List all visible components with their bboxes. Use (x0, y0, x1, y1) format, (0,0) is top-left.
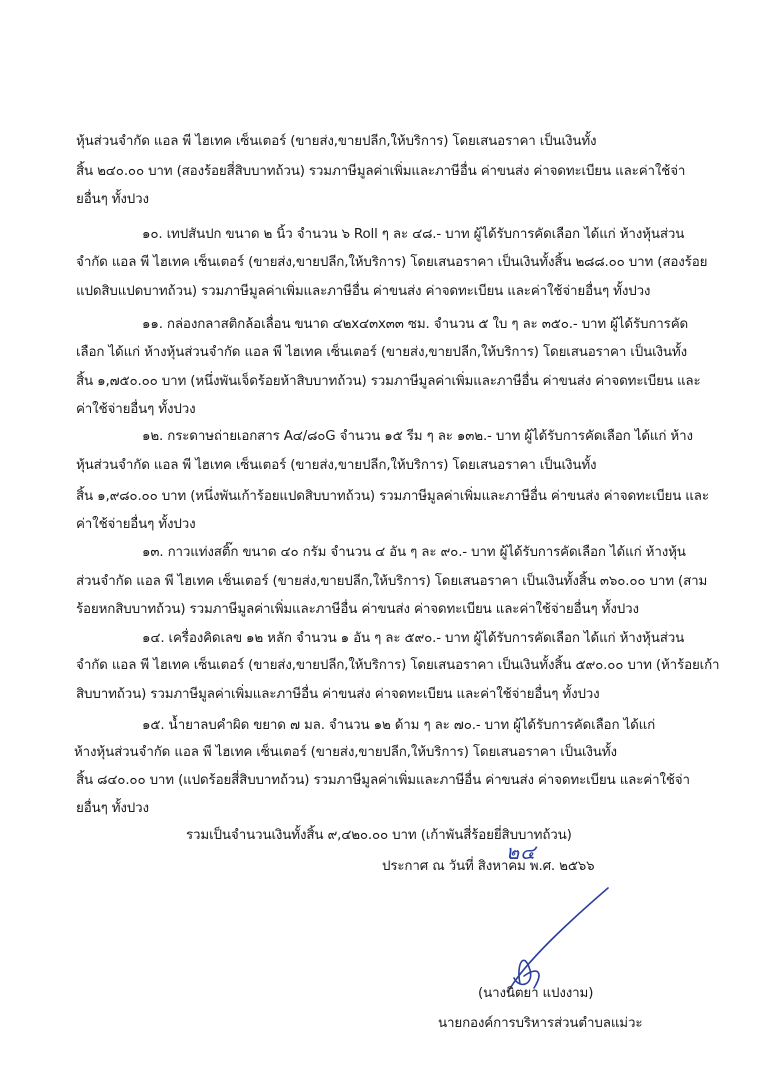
doc-line: ห้างหุ้นส่วนจำกัด แอล พี ไฮเทค เซ็นเตอร์ (ขายส่ง,ขายปลีก,ให้บริการ) โดยเสนอราคา เป็นเงินทั้ง (74, 745, 617, 760)
doc-line: ๑๕. น้ำยาลบคำผิด ขยาด ๗ มล. จำนวน ๑๒ ด้าม ๆ ละ ๗๐.- บาท ผู้ได้รับการคัดเลือก ได้แก่ (142, 718, 656, 733)
doc-line: ๑๑. กล่องกลาสติกล้อเลื่อน ขนาด ๔๒x๔๓x๓๓ ซม. จำนวน ๕ ใบ ๆ ละ ๓๕๐.- บาท ผู้ได้รับการคัด (142, 317, 689, 332)
doc-line: ส่วนจำกัด แอล พี ไฮเทค เซ็นเตอร์ (ขายส่ง,ขายปลีก,ให้บริการ) โดยเสนอราคา เป็นเงินทั้งสิ้น ๓๖๐.๐๐ บาท (สาม (76, 574, 708, 589)
doc-line: หุ้นส่วนจำกัด แอล พี ไฮเทค เซ็นเตอร์ (ขายส่ง,ขายปลีก,ให้บริการ) โดยเสนอราคา เป็นเงินทั้ง (76, 458, 597, 473)
doc-line: ค่าใช้จ่ายอื่นๆ ทั้งปวง (76, 402, 196, 417)
doc-line: จำกัด แอล พี ไฮเทค เซ็นเตอร์ (ขายส่ง,ขายปลีก,ให้บริการ) โดยเสนอราคา เป็นเงินทั้งสิ้น ๒๘๘.๐๐ บาท (สองร้อย (76, 255, 708, 270)
doc-line: ค่าใช้จ่ายอื่นๆ ทั้งปวง (76, 517, 196, 532)
doc-line: แปดสิบแปดบาทถ้วน) รวมภาษีมูลค่าเพิ่มและภาษีอื่น ค่าขนส่ง ค่าจดทะเบียน และค่าใช้จ่ายอื่นๆ ทั้งปวง (76, 284, 651, 299)
signer-title: นายกองค์การบริหารส่วนตำบลแม่วะ (438, 1016, 643, 1031)
doc-line: จำกัด แอล พี ไฮเทค เซ็นเตอร์ (ขายส่ง,ขายปลีก,ให้บริการ) โดยเสนอราคา เป็นเงินทั้งสิ้น ๕๙๐.๐๐ บาท (ห้าร้อยเก้า (76, 658, 720, 673)
doc-line: ยอื่นๆ ทั้งปวง (76, 192, 149, 207)
doc-line: หุ้นส่วนจำกัด แอล พี ไฮเทค เซ็นเตอร์ (ขายส่ง,ขายปลีก,ให้บริการ) โดยเสนอราคา เป็นเงินทั้ง (76, 134, 597, 149)
doc-line: สิ้น ๘๔๐.๐๐ บาท (แปดร้อยสี่สิบบาทถ้วน) รวมภาษีมูลค่าเพิ่มและภาษีอื่น ค่าขนส่ง ค่าจดทะเบียน และค่าใช้จ่า (76, 773, 690, 788)
signer-name: (นางนิตยา แปงงาม) (478, 986, 594, 1001)
total-line: รวมเป็นจำนวนเงินทั้งสิ้น ๙,๔๒๐.๐๐ บาท (เก้าพันสี่ร้อยยี่สิบบาทถ้วน) (186, 828, 572, 843)
doc-line: สิ้น ๑,๙๘๐.๐๐ บาท (หนึ่งพันเก้าร้อยแปดสิบบาทถ้วน) รวมภาษีมูลค่าเพิ่มและภาษีอื่น ค่าขนส่ง ค่าจดทะเบียน และ (76, 489, 709, 504)
doc-line: ร้อยหกสิบบาทถ้วน) รวมภาษีมูลค่าเพิ่มและภาษีอื่น ค่าขนส่ง ค่าจดทะเบียน และค่าใช้จ่ายอื่นๆ ทั้งปวง (76, 602, 639, 617)
doc-line: สิ้น ๑,๗๕๐.๐๐ บาท (หนึ่งพันเจ็ดร้อยห้าสิบบาทถ้วน) รวมภาษีมูลค่าเพิ่มและภาษีอื่น ค่าขนส่ง ค่าจดทะเบียน และ (76, 374, 701, 389)
doc-line: ๑๐. เทปสันปก ขนาด ๒ นิ้ว จำนวน ๖ Roll ๆ ละ ๔๘.- บาท ผู้ได้รับการคัดเลือก ได้แก่ ห้างหุ้นส่วน (142, 227, 685, 242)
doc-line: เลือก ได้แก่ ห้างหุ้นส่วนจำกัด แอล พี ไฮเทค เซ็นเตอร์ (ขายส่ง,ขายปลีก,ให้บริการ) โดยเสนอราคา เป็นเงินทั้ง (76, 345, 687, 360)
doc-line: ๑๔. เครื่องคิดเลข ๑๒ หลัก จำนวน ๑ อัน ๆ ละ ๕๙๐.- บาท ผู้ได้รับการคัดเลือก ได้แก่ ห้างหุ้นส่วน (142, 631, 685, 646)
doc-line: ๑๓. กาวแท่งสติ๊ก ขนาด ๔๐ กรัม จำนวน ๔ อัน ๆ ละ ๙๐.- บาท ผู้ได้รับการคัดเลือก ได้แก่ ห้างหุ้น (142, 545, 686, 560)
announce-date-line: ประกาศ ณ วันที่ สิงหาคม พ.ศ. ๒๕๖๖ (382, 859, 595, 874)
doc-line: ยอื่นๆ ทั้งปวง (76, 801, 149, 816)
doc-line: ๑๒. กระดาษถ่ายเอกสาร A๔/๘๐G จำนวน ๑๕ รีม ๆ ละ ๑๓๒.- บาท ผู้ได้รับการคัดเลือก ได้แก่ ห้าง (142, 429, 693, 444)
doc-line: สิ้น ๒๔๐.๐๐ บาท (สองร้อยสี่สิบบาทถ้วน) รวมภาษีมูลค่าเพิ่มและภาษีอื่น ค่าขนส่ง ค่าจดทะเบียน และค่าใช้จ่า (76, 164, 686, 179)
handwritten-date: ๒๔ (506, 840, 537, 864)
doc-line: สิบบาทถ้วน) รวมภาษีมูลค่าเพิ่มและภาษีอื่น ค่าขนส่ง ค่าจดทะเบียน และค่าใช้จ่ายอื่นๆ ทั้งปวง (76, 687, 600, 702)
signature (490, 880, 620, 1000)
